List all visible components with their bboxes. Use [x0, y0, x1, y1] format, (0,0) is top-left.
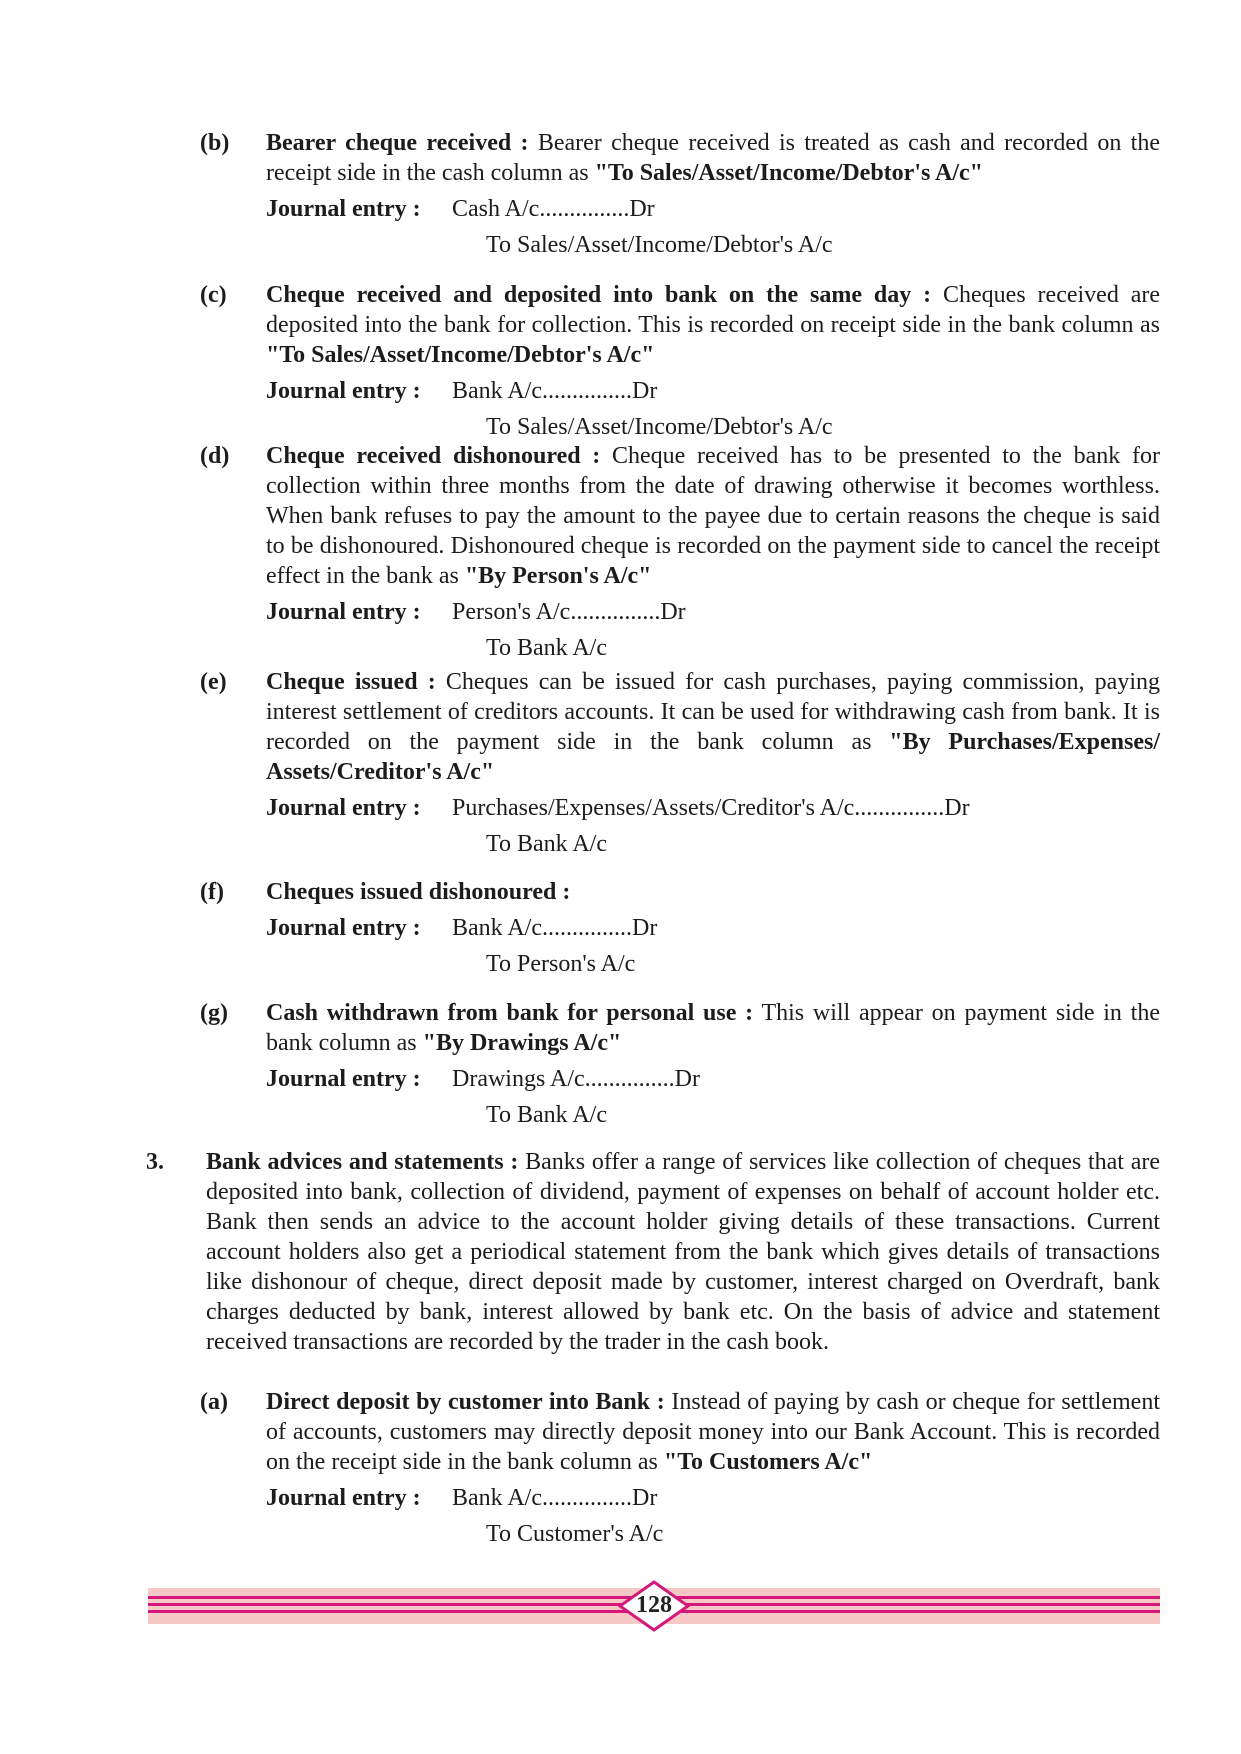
item-text: Bearer cheque received is treated as cash and recorded on the receipt side in the cash column as	[266, 130, 1160, 186]
item-body	[266, 667, 1160, 787]
journal-entry	[266, 194, 1160, 224]
section-text: Banks offer a range of services like collection of cheques that are deposited into bank, collection of dividend, payment of expenses on behalf of account holder etc. Bank then sends an advice to the account holder giving details of these transactions. Current account holders also get a periodical statement from the bank which gives details of transactions like dishonour of cheque, direct deposit made by customer, interest charged on Overdraft, bank charges deducted by bank, interest allowed by bank etc. On the basis of advice and statement received transactions are recorded by the trader in the cash book.	[206, 1149, 1160, 1355]
journal-label: Journal entry :	[266, 599, 421, 625]
journal-credit: To Bank A/c	[486, 1102, 607, 1128]
page-number: 128	[636, 1592, 672, 1618]
item-label: (c)	[200, 282, 227, 308]
item-body	[266, 877, 1160, 907]
item-text: Cheques can be issued for cash purchases, paying commission, paying interest settlement of creditors accounts. It can be used for withdrawing cash from bank. It is recorded on the payment side in the bank column as	[266, 669, 1160, 755]
item-emphasis: "By Person's A/c"	[464, 563, 652, 589]
item-heading: Cash withdrawn from bank for personal use :	[266, 1000, 754, 1026]
journal-debit: Cash A/c...............Dr	[452, 196, 655, 222]
journal-label: Journal entry :	[266, 1066, 421, 1092]
page-footer	[148, 1588, 1160, 1624]
item-g	[200, 998, 1160, 1130]
item-c	[200, 280, 1160, 442]
item-emphasis: "To Sales/Asset/Income/Debtor's A/c"	[266, 342, 655, 368]
journal-credit: To Customer's A/c	[486, 1521, 664, 1547]
item-a	[200, 1387, 1160, 1549]
journal-debit: Person's A/c...............Dr	[452, 599, 686, 625]
item-label: (a)	[200, 1389, 228, 1415]
item-emphasis: "To Sales/Asset/Income/Debtor's A/c"	[594, 160, 983, 186]
journal-label: Journal entry :	[266, 196, 421, 222]
journal-credit: To Sales/Asset/Income/Debtor's A/c	[486, 232, 833, 258]
item-text: This will appear on payment side in the bank column as	[266, 1000, 1160, 1056]
item-heading: Bearer cheque received :	[266, 130, 529, 156]
journal-entry	[266, 913, 1160, 943]
section-heading: Bank advices and statements :	[206, 1149, 519, 1175]
item-heading: Cheque received and deposited into bank on the same day :	[266, 282, 932, 308]
item-d	[200, 441, 1160, 663]
item-e	[200, 667, 1160, 859]
item-emphasis: "By Drawings A/c"	[422, 1030, 622, 1056]
section-body	[206, 1147, 1160, 1357]
item-body	[266, 128, 1160, 188]
item-body	[266, 1387, 1160, 1477]
journal-debit: Purchases/Expenses/Assets/Creditor's A/c...............Dr	[452, 795, 970, 821]
journal-debit: Bank A/c...............Dr	[452, 378, 658, 404]
item-label: (g)	[200, 1000, 228, 1026]
item-heading: Direct deposit by customer into Bank :	[266, 1389, 665, 1415]
item-text: Instead of paying by cash or cheque for settlement of accounts, customers may directly deposit money into our Bank Account. This is recorded on the receipt side in the bank column as	[266, 1389, 1160, 1475]
journal-label: Journal entry :	[266, 378, 421, 404]
journal-label: Journal entry :	[266, 915, 421, 941]
journal-credit: To Sales/Asset/Income/Debtor's A/c	[486, 414, 833, 440]
item-body	[266, 441, 1160, 591]
item-text: Cheque received has to be presented to the bank for collection within three months from the date of drawing otherwise it becomes worthless. When bank refuses to pay the amount to the payee due to certain reasons the cheque is said to be dishonoured. Dishonoured cheque is recorded on the payment side to cancel the receipt effect in the bank as	[266, 443, 1160, 589]
journal-entry	[266, 1483, 1160, 1513]
journal-debit: Bank A/c...............Dr	[452, 915, 658, 941]
item-heading: Cheque received dishonoured :	[266, 443, 601, 469]
journal-label: Journal entry :	[266, 795, 421, 821]
item-emphasis: "By Purchases/Expenses/ Assets/Creditor's A/c"	[266, 729, 1161, 785]
journal-credit: To Bank A/c	[486, 831, 607, 857]
item-text: Cheques received are deposited into the bank for collection. This is recorded on receipt side in the bank column as	[266, 282, 1161, 338]
item-label: (e)	[200, 669, 227, 695]
journal-entry	[266, 376, 1160, 406]
item-label: (b)	[200, 130, 230, 156]
section-number: 3.	[146, 1149, 164, 1175]
journal-credit: To Person's A/c	[486, 951, 636, 977]
item-label: (d)	[200, 443, 230, 469]
item-body	[266, 280, 1160, 370]
section-3	[146, 1147, 1160, 1357]
item-label: (f)	[200, 879, 224, 905]
item-emphasis: "To Customers A/c"	[663, 1449, 873, 1475]
item-heading: Cheque issued :	[266, 669, 436, 695]
item-b	[200, 128, 1160, 260]
item-body	[266, 998, 1160, 1058]
item-heading: Cheques issued dishonoured :	[266, 879, 571, 905]
journal-credit: To Bank A/c	[486, 635, 607, 661]
journal-entry	[266, 1064, 1160, 1094]
journal-debit: Bank A/c...............Dr	[452, 1485, 658, 1511]
journal-debit: Drawings A/c...............Dr	[452, 1066, 700, 1092]
journal-entry	[266, 597, 1160, 627]
journal-entry	[266, 793, 1160, 823]
journal-label: Journal entry :	[266, 1485, 421, 1511]
item-f	[200, 877, 1160, 979]
